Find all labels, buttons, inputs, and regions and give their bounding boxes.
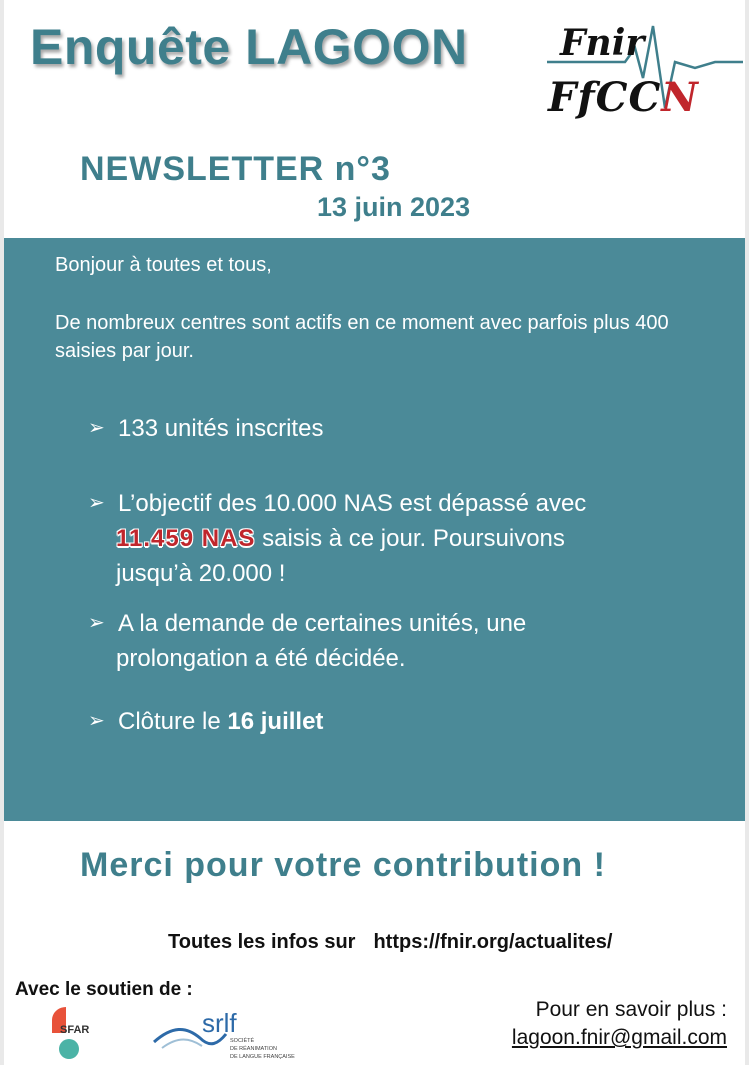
svg-text:DE LANGUE FRANÇAISE: DE LANGUE FRANÇAISE (230, 1054, 295, 1060)
bullet-objective: ➢ L’objectif des 10.000 NAS est dépassé avec 11.459 NAS saisis à ce jour. Poursuivons jusqu’à 20.000 ! (88, 486, 688, 591)
info-url-link[interactable]: https://fnir.org/actualites/ (373, 931, 613, 953)
sfar-logo (38, 1003, 108, 1061)
survey-title: Enquête LAGOON (30, 19, 468, 75)
arrow-bullet-icon: ➢ (88, 612, 105, 634)
svg-text:SOCIÉTÉ: SOCIÉTÉ (230, 1038, 255, 1044)
newsletter-date: 13 juin 2023 (317, 192, 471, 222)
contact-block: Pour en savoir plus : lagoon.fnir@gmail.com (512, 996, 727, 1052)
logo-ffccn-text: FfCCN (548, 74, 699, 121)
arrow-bullet-icon: ➢ (88, 417, 105, 439)
nas-count-highlight: 11.459 NAS (116, 525, 256, 552)
logo-fnir-text: Fnir (560, 22, 645, 64)
contact-email-link[interactable]: lagoon.fnir@gmail.com (511, 1026, 727, 1049)
bullet-extension: ➢ A la demande de certaines unités, une prolongation a été décidée. (88, 606, 688, 676)
bullet-closing: ➢ Clôture le 16 juillet (88, 704, 688, 739)
svg-text:SFAR: SFAR (60, 1024, 90, 1036)
greeting-text: Bonjour à toutes et tous, (55, 254, 272, 276)
thanks-heading: Merci pour votre contribution ! (80, 846, 606, 884)
intro-paragraph: De nombreux centres sont actifs en ce moment avec parfois plus 400 saisies par jour. (55, 312, 669, 362)
srlf-logo (152, 1004, 312, 1064)
page-edge-right (745, 0, 749, 1065)
svg-text:srlf: srlf (202, 1008, 237, 1038)
info-line: Toutes les infos sur https://fnir.org/actualites/ (168, 931, 613, 953)
arrow-bullet-icon: ➢ (88, 710, 105, 732)
support-label: Avec le soutien de : (15, 979, 193, 1000)
bullet-units: ➢ 133 unités inscrites (88, 411, 688, 446)
arrow-bullet-icon: ➢ (88, 492, 105, 514)
newsletter-number: NEWSLETTER n°3 (80, 150, 391, 188)
svg-text:DE RÉANIMATION: DE RÉANIMATION (230, 1046, 277, 1052)
